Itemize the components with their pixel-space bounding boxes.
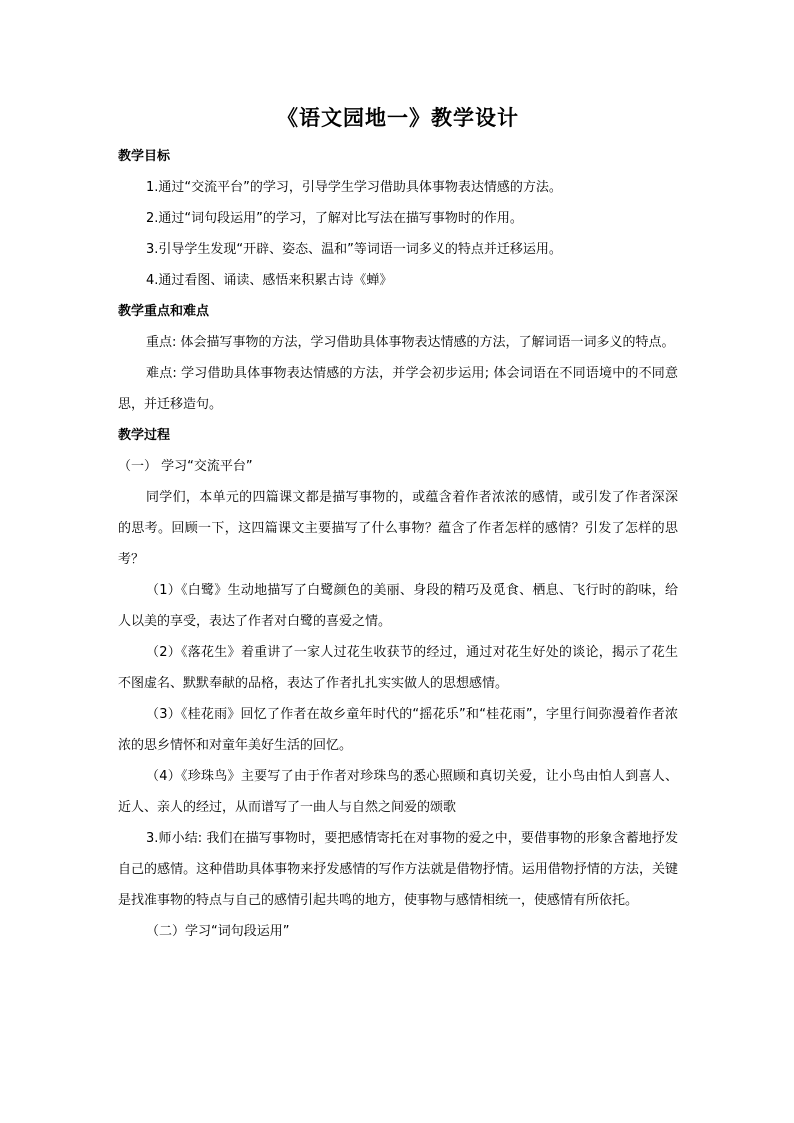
document-content: [118, 103, 678, 947]
process-subheading-2: （二）学习“词句段运用”: [146, 924, 290, 939]
process-paragraph: （2）《落花生》着重讲了一家人过花生收获节的经过，通过对花生好处的谈论，揭示了花生不图虚名、默默奉献的品格，表达了作者扎扎实实做人的思想感情。: [118, 645, 678, 691]
process-paragraph: （4）《珍珠鸟》主要写了由于作者对珍珠鸟的悉心照顾和真切关爱，让小鸟由怕人到喜人、近人、亲人的经过，从而谱写了一曲人与自然之间爱的颂歌: [118, 769, 678, 815]
process-paragraph: （3）《桂花雨》回忆了作者在故乡童年时代的“摇花乐”和“桂花雨”，字里行间弥漫着作者浓浓的思乡情怀和对童年美好生活的回忆。: [118, 707, 678, 753]
key-point-paragraph: 重点: 体会描写事物的方法，学习借助具体事物表达情感的方法，了解词语一词多义的特点。: [146, 335, 675, 350]
difficulty-paragraph: 难点: 学习借助具体事物表达情感的方法，并学会初步运用; 体会词语在不同语境中的不同意思，并迁移造句。: [118, 366, 678, 412]
objective-item: 3.引导学生发现“开辟、姿态、温和”等词语一词多义的特点并迁移运用。: [146, 242, 562, 257]
process-paragraph: 3.师小结: 我们在描写事物时，要把感情寄托在对事物的爱之中，要借事物的形象含蓄地抒发自己的感情。这种借助具体事物来抒发感情的写作方法就是借物抒情。运用借物抒情的方法，关键是找准事物的特点与自己的感情引起共鸣的地方，使事物与感情相统一，使感情有所依托。: [118, 831, 678, 908]
process-paragraph: （1）《白鹭》生动地描写了白鹭颜色的美丽、身段的精巧及觅食、栖息、飞行时的韵味，给人以美的享受，表达了作者对白鹭的喜爱之情。: [118, 583, 678, 629]
process-subheading: （一） 学习“交流平台”: [118, 459, 253, 474]
section-heading-key-points: 教学重点和难点: [118, 304, 210, 319]
process-paragraph: 同学们，本单元的四篇课文都是描写事物的，或蕴含着作者浓浓的感情，或引发了作者深深的思考。回顾一下，这四篇课文主要描写了什么事物？蕴含了作者怎样的感情？引发了怎样的思考？: [118, 490, 678, 567]
section-heading-objectives: 教学目标: [118, 149, 171, 164]
document-title: 《语文园地一》教学设计: [277, 105, 519, 130]
section-heading-process: 教学过程: [118, 428, 171, 443]
objective-item: 1.通过“交流平台”的学习，引导学生学习借助具体事物表达情感的方法。: [146, 180, 562, 195]
objective-item: 2.通过“词句段运用”的学习，了解对比写法在描写事物时的作用。: [146, 211, 523, 226]
objective-item: 4.通过看图、诵读、感悟来积累古诗《蝉》: [146, 273, 393, 288]
